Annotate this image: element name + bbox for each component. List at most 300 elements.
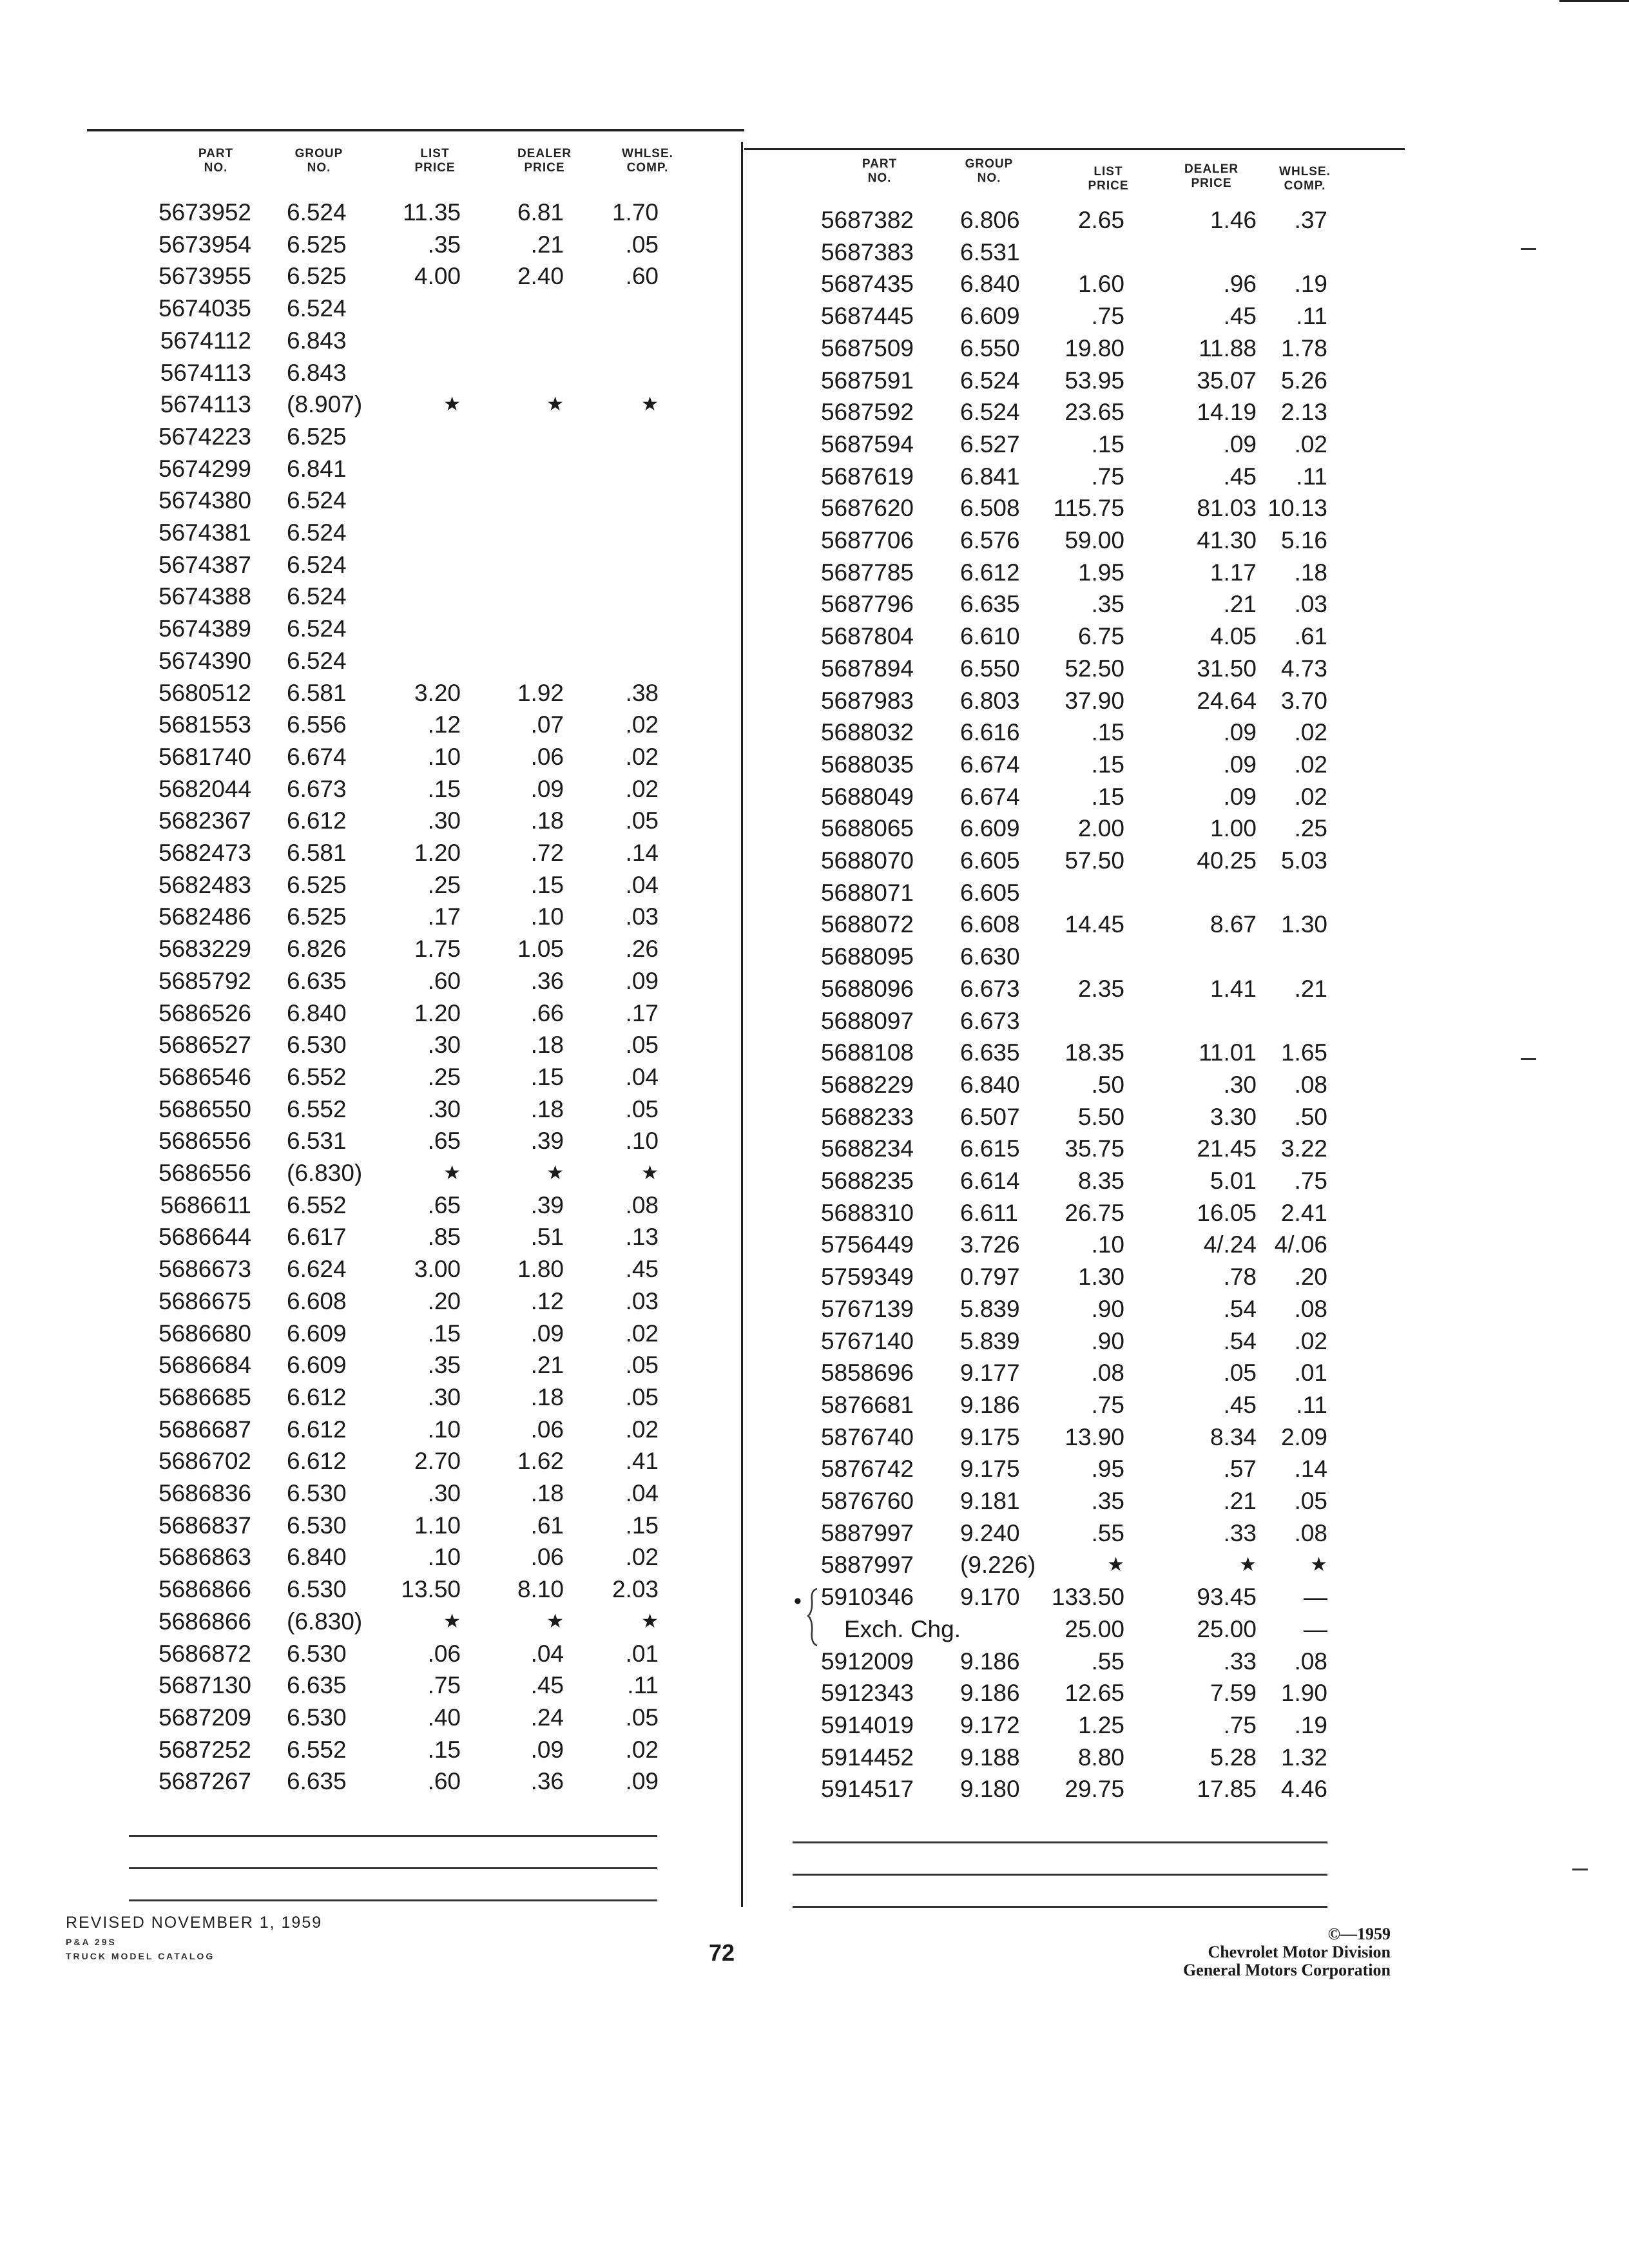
- cell-group: (6.830): [287, 1160, 363, 1186]
- cell-whlse: 2.09: [1280, 1423, 1327, 1450]
- table-row: [0, 1125, 741, 1157]
- cell-whlse: .14: [625, 840, 659, 866]
- cell-group: 6.612: [287, 1448, 347, 1475]
- cell-list: 1.95: [1077, 559, 1124, 586]
- bullet-marker: •: [794, 1589, 802, 1613]
- cell-dealer: ★: [1239, 1554, 1257, 1576]
- top-rule-right: [744, 148, 1405, 150]
- cell-part: 5674113: [160, 359, 251, 386]
- cell-whlse: .03: [1294, 591, 1327, 618]
- cell-group: 6.635: [287, 1672, 347, 1699]
- cell-list: 14.45: [1065, 911, 1124, 938]
- cell-group: 6.635: [287, 967, 347, 994]
- cell-list: .17: [427, 903, 461, 930]
- cell-list: .25: [427, 871, 461, 898]
- table-row: [741, 653, 1482, 685]
- table-row: [0, 453, 741, 485]
- cell-whlse: .05: [625, 1095, 659, 1122]
- cell-part: 5688229: [820, 1071, 914, 1098]
- cell-whlse: .09: [625, 967, 659, 994]
- table-row: [0, 1541, 741, 1573]
- cell-group: 6.525: [287, 903, 347, 930]
- copyright: ©—1959: [1327, 1925, 1391, 1943]
- cell-part: 5914019: [820, 1711, 914, 1738]
- cell-part: 5876742: [820, 1456, 914, 1483]
- table-row: [741, 973, 1482, 1005]
- cell-part: 5682486: [158, 903, 251, 930]
- cell-part: 5858696: [820, 1360, 914, 1387]
- table-row: [0, 837, 741, 869]
- catalog-name: TRUCK MODEL CATALOG: [66, 1951, 215, 1961]
- revised-date: REVISED NOVEMBER 1, 1959: [66, 1914, 323, 1932]
- cell-group: 6.841: [287, 455, 347, 482]
- cell-list: .35: [427, 231, 461, 258]
- cell-group: 9.175: [960, 1456, 1020, 1483]
- table-row: [741, 1549, 1482, 1581]
- cell-list: 13.90: [1065, 1423, 1124, 1450]
- cell-dealer: 93.45: [1197, 1584, 1257, 1611]
- cell-list: ★: [1107, 1554, 1124, 1576]
- cell-part: 5887997: [820, 1519, 914, 1546]
- table-row: [0, 1510, 741, 1542]
- cell-dealer: 1.05: [517, 936, 564, 963]
- cell-part: 5688035: [820, 751, 914, 778]
- cell-whlse: 5.03: [1280, 847, 1327, 874]
- cell-dealer: .39: [530, 1191, 564, 1218]
- cell-part: 5686550: [158, 1095, 251, 1122]
- cell-part: 5914517: [820, 1776, 914, 1803]
- table-row: [0, 1189, 741, 1222]
- cell-part: 5688065: [820, 815, 914, 842]
- table-row: [0, 325, 741, 357]
- bottom-rule-right-1: [793, 1841, 1327, 1843]
- cell-group: 6.843: [287, 327, 347, 354]
- table-row: [741, 492, 1482, 524]
- cell-whlse: .19: [1294, 1711, 1327, 1738]
- cell-part: 5912009: [820, 1648, 914, 1675]
- cell-dealer: .15: [530, 871, 564, 898]
- margin-tick: [1521, 248, 1536, 250]
- cell-part: 5673955: [158, 263, 251, 290]
- table-row: [741, 812, 1482, 845]
- cell-dealer: 5.28: [1210, 1744, 1257, 1771]
- cell-group: 6.609: [960, 303, 1020, 330]
- table-row: [0, 549, 741, 581]
- left-parts-table: [0, 197, 741, 1807]
- cell-part: 5687591: [820, 367, 914, 394]
- cell-whlse: 1.32: [1280, 1744, 1327, 1771]
- cell-whlse: .01: [1294, 1360, 1327, 1387]
- cell-part: 5687509: [820, 334, 914, 361]
- cell-dealer: .45: [1223, 303, 1257, 330]
- cell-group: 6.610: [960, 623, 1020, 650]
- table-row: [741, 332, 1482, 365]
- cell-group: 6.576: [960, 527, 1020, 553]
- cell-list: 52.50: [1065, 655, 1124, 682]
- cell-group: 6.612: [287, 1383, 347, 1410]
- cell-list: .65: [427, 1128, 461, 1155]
- bottom-rule-left-3: [129, 1899, 657, 1901]
- table-row: [741, 300, 1482, 332]
- cell-dealer: 4.05: [1210, 623, 1257, 650]
- cell-group: 6.617: [287, 1224, 347, 1251]
- cell-list: .15: [1091, 783, 1124, 810]
- cell-dealer: 21.45: [1197, 1135, 1257, 1162]
- cell-list: .20: [427, 1287, 461, 1314]
- cell-whlse: .11: [627, 1672, 659, 1699]
- cell-dealer: .21: [530, 1352, 564, 1379]
- cell-part: Exch. Chg.: [844, 1615, 961, 1642]
- cell-whlse: .05: [625, 1032, 659, 1059]
- cell-dealer: .09: [530, 775, 564, 802]
- cell-whlse: .08: [1294, 1519, 1327, 1546]
- cell-part: 5887997: [820, 1552, 914, 1579]
- table-row: [0, 741, 741, 773]
- cell-group: 6.525: [287, 871, 347, 898]
- table-row: [0, 933, 741, 965]
- cell-list: .15: [1091, 719, 1124, 746]
- cell-part: 5688032: [820, 719, 914, 746]
- cell-dealer: .54: [1223, 1327, 1257, 1354]
- cell-part: 5682044: [158, 775, 251, 802]
- cell-group: 6.605: [960, 847, 1020, 874]
- table-row: [741, 1005, 1482, 1037]
- table-row: [0, 1349, 741, 1381]
- cell-dealer: .57: [1223, 1456, 1257, 1483]
- cell-whlse: .13: [625, 1224, 659, 1251]
- cell-group: 5.839: [960, 1327, 1020, 1354]
- cell-part: 5876760: [820, 1488, 914, 1514]
- table-row: [741, 1357, 1482, 1389]
- cell-whlse: .08: [625, 1191, 659, 1218]
- cell-list: 2.70: [414, 1448, 461, 1475]
- cell-group: 0.797: [960, 1264, 1020, 1291]
- cell-group: 6.524: [287, 647, 347, 674]
- cell-dealer: .09: [530, 1736, 564, 1763]
- cell-group: 6.524: [287, 583, 347, 610]
- table-row: [0, 965, 741, 997]
- cell-whlse: .03: [625, 1287, 659, 1314]
- cell-part: 5687252: [158, 1736, 251, 1763]
- cell-group: 6.525: [287, 423, 347, 450]
- cell-group: 6.524: [287, 199, 347, 226]
- table-row: [0, 1734, 741, 1766]
- table-row: [0, 197, 741, 229]
- cell-list: 57.50: [1065, 847, 1124, 874]
- cell-group: 6.531: [287, 1128, 347, 1155]
- cell-group: 6.843: [287, 359, 347, 386]
- cell-list: .30: [427, 1095, 461, 1122]
- cell-list: .15: [427, 775, 461, 802]
- cell-dealer: .39: [530, 1128, 564, 1155]
- cell-part: 5912343: [820, 1680, 914, 1707]
- cell-list: .15: [1091, 751, 1124, 778]
- table-row: [0, 1477, 741, 1510]
- cell-whlse: .02: [1294, 719, 1327, 746]
- cell-dealer: .18: [530, 1032, 564, 1059]
- cell-group: 6.840: [960, 271, 1020, 298]
- cell-group: 6.673: [287, 775, 347, 802]
- cell-group: 6.674: [287, 743, 347, 770]
- cell-part: 5674223: [158, 423, 251, 450]
- cell-whlse: ★: [1310, 1554, 1327, 1576]
- cell-part: 5686675: [158, 1287, 251, 1314]
- cell-group: 6.552: [287, 1191, 347, 1218]
- cell-group: 6.530: [287, 1032, 347, 1059]
- cell-part: 5688071: [820, 879, 914, 906]
- cell-whlse: .05: [625, 1352, 659, 1379]
- cell-part: 5876740: [820, 1423, 914, 1450]
- cell-list: .15: [427, 1320, 461, 1347]
- cell-group: 6.611: [960, 1199, 1018, 1226]
- table-row: [741, 877, 1482, 909]
- cell-dealer: .45: [1223, 463, 1257, 490]
- cell-list: 2.00: [1077, 815, 1124, 842]
- table-row: [0, 805, 741, 837]
- cell-list: ★: [443, 1162, 461, 1184]
- cell-whlse: .08: [1294, 1648, 1327, 1675]
- cell-part: 5674113: [160, 391, 251, 418]
- cell-group: 6.612: [287, 807, 347, 834]
- cell-dealer: 8.67: [1210, 911, 1257, 938]
- header-dealer-price: DEALER PRICE: [1184, 162, 1239, 190]
- table-row: [741, 1325, 1482, 1358]
- cell-whlse: 2.41: [1280, 1199, 1327, 1226]
- cell-dealer: 3.30: [1210, 1103, 1257, 1130]
- cell-whlse: .37: [1294, 207, 1327, 233]
- cell-dealer: .07: [530, 711, 564, 738]
- margin-tick: [1572, 1869, 1588, 1870]
- cell-list: 3.20: [414, 679, 461, 706]
- cell-dealer: .09: [1223, 719, 1257, 746]
- cell-group: 9.186: [960, 1680, 1020, 1707]
- cell-list: .85: [427, 1224, 461, 1251]
- cell-list: .90: [1091, 1295, 1124, 1322]
- cell-whlse: .02: [625, 775, 659, 802]
- cell-part: 5688233: [820, 1103, 914, 1130]
- cell-group: 6.803: [960, 687, 1020, 714]
- brace-marker: [807, 1586, 816, 1648]
- cell-list: .75: [1091, 303, 1124, 330]
- cell-group: 6.630: [960, 943, 1020, 970]
- cell-part: 5687894: [820, 655, 914, 682]
- cell-list: 1.60: [1077, 271, 1124, 298]
- cell-whlse: .18: [1294, 559, 1327, 586]
- cell-group: 6.524: [287, 615, 347, 642]
- cell-list: 11.35: [403, 199, 461, 226]
- cell-group: 9.172: [960, 1711, 1020, 1738]
- cell-dealer: 5.01: [1210, 1168, 1257, 1194]
- cell-group: 6.524: [287, 551, 347, 578]
- cell-list: 2.35: [1077, 975, 1124, 1002]
- cell-group: 6.674: [960, 783, 1020, 810]
- cell-dealer: .21: [1223, 591, 1257, 618]
- cell-dealer: .18: [530, 1480, 564, 1506]
- cell-list: .15: [427, 1736, 461, 1763]
- cell-whlse: .09: [625, 1768, 659, 1795]
- cell-whlse: —: [1304, 1584, 1327, 1611]
- cell-dealer: .09: [530, 1320, 564, 1347]
- table-row: [0, 645, 741, 677]
- cell-part: 5687619: [820, 463, 914, 490]
- cell-list: 133.50: [1051, 1584, 1124, 1611]
- cell-part: 5683229: [158, 936, 251, 963]
- cell-dealer: .61: [530, 1512, 564, 1539]
- cell-dealer: 1.46: [1210, 207, 1257, 233]
- cell-dealer: 1.62: [517, 1448, 564, 1475]
- cell-list: ★: [443, 394, 461, 416]
- cell-whlse: .10: [625, 1128, 659, 1155]
- table-row: [0, 581, 741, 613]
- cell-list: 26.75: [1065, 1199, 1124, 1226]
- table-row: [741, 1261, 1482, 1293]
- cell-group: 6.615: [960, 1135, 1020, 1162]
- cell-group: 6.612: [287, 1416, 347, 1443]
- cell-whlse: .17: [625, 999, 659, 1026]
- cell-whlse: .61: [1294, 623, 1327, 650]
- cell-dealer: 41.30: [1197, 527, 1257, 553]
- table-row: [0, 1638, 741, 1670]
- cell-part: 5687796: [820, 591, 914, 618]
- cell-dealer: .24: [530, 1704, 564, 1731]
- cell-part: 5688095: [820, 943, 914, 970]
- cell-list: 1.20: [414, 999, 461, 1026]
- table-row: [741, 1389, 1482, 1421]
- table-row: [741, 204, 1482, 236]
- cell-part: 5687130: [158, 1672, 251, 1699]
- cell-whlse: 1.65: [1280, 1039, 1327, 1066]
- table-row: [0, 773, 741, 805]
- cell-whlse: .05: [625, 1704, 659, 1731]
- cell-list: .35: [427, 1352, 461, 1379]
- cell-dealer: .09: [1223, 751, 1257, 778]
- cell-part: 5688072: [820, 911, 914, 938]
- table-row: [0, 1606, 741, 1638]
- cell-dealer: .54: [1223, 1295, 1257, 1322]
- cell-whlse: 5.16: [1280, 527, 1327, 553]
- cell-group: 9.240: [960, 1519, 1020, 1546]
- cell-part: 5686687: [158, 1416, 251, 1443]
- cell-part: 5688096: [820, 975, 914, 1002]
- cell-whlse: .02: [625, 1544, 659, 1571]
- table-row: [0, 229, 741, 261]
- cell-list: 1.30: [1077, 1264, 1124, 1291]
- table-row: [0, 1029, 741, 1061]
- cell-part: 5910346: [820, 1584, 914, 1611]
- cell-part: 5674389: [158, 615, 251, 642]
- cell-list: .10: [427, 1544, 461, 1571]
- cell-group: 6.635: [960, 591, 1020, 618]
- table-row: [741, 365, 1482, 397]
- cell-list: 8.35: [1077, 1168, 1124, 1194]
- cell-part: 5686526: [158, 999, 251, 1026]
- cell-list: 1.10: [414, 1512, 461, 1539]
- cell-group: 6.550: [960, 655, 1020, 682]
- table-row: [741, 1581, 1482, 1613]
- cell-part: 5682473: [158, 840, 251, 866]
- cell-list: .10: [427, 743, 461, 770]
- cell-list: .55: [1091, 1519, 1124, 1546]
- cell-whlse: 2.13: [1280, 399, 1327, 426]
- table-row: [741, 588, 1482, 620]
- table-row: [0, 1061, 741, 1093]
- cell-part: 5686863: [158, 1544, 251, 1571]
- cell-group: 6.524: [287, 295, 347, 322]
- cell-group: 6.556: [287, 711, 347, 738]
- table-row: [0, 677, 741, 709]
- cell-dealer: .06: [530, 1416, 564, 1443]
- cell-list: .65: [427, 1191, 461, 1218]
- table-row: [0, 260, 741, 293]
- cell-dealer: 1.17: [1210, 559, 1257, 586]
- cell-dealer: 31.50: [1197, 655, 1257, 682]
- cell-part: 5687383: [820, 238, 914, 265]
- cell-part: 5686546: [158, 1063, 251, 1090]
- cell-part: 5687785: [820, 559, 914, 586]
- cell-dealer: .18: [530, 807, 564, 834]
- cell-whlse: 3.70: [1280, 687, 1327, 714]
- table-row: [741, 781, 1482, 813]
- cell-dealer: 6.81: [517, 199, 564, 226]
- table-row: [741, 1197, 1482, 1229]
- table-row: [741, 1453, 1482, 1485]
- cell-group: 5.839: [960, 1295, 1020, 1322]
- cell-group: 6.635: [960, 1039, 1020, 1066]
- cell-group: 6.530: [287, 1512, 347, 1539]
- cell-whlse: .75: [1294, 1168, 1327, 1194]
- cell-dealer: 16.05: [1197, 1199, 1257, 1226]
- table-row: [741, 1037, 1482, 1069]
- cell-list: .75: [1091, 463, 1124, 490]
- cell-part: 5686673: [158, 1256, 251, 1283]
- cell-whlse: 1.70: [612, 199, 659, 226]
- right-parts-table: [741, 204, 1482, 1815]
- table-row: [741, 428, 1482, 461]
- cell-part: 5914452: [820, 1744, 914, 1771]
- cell-group: 9.181: [960, 1488, 1020, 1514]
- cell-list: 53.95: [1065, 367, 1124, 394]
- cell-part: 5767140: [820, 1327, 914, 1354]
- cell-part: 5686837: [158, 1512, 251, 1539]
- cell-whlse: .20: [1294, 1264, 1327, 1291]
- cell-dealer: 17.85: [1197, 1776, 1257, 1803]
- table-row: [741, 268, 1482, 300]
- cell-part: 5686684: [158, 1352, 251, 1379]
- cell-group: 6.525: [287, 263, 347, 290]
- table-row: [0, 1157, 741, 1189]
- cell-list: 13.50: [401, 1576, 461, 1603]
- table-row: [741, 461, 1482, 493]
- table-row: [0, 1573, 741, 1606]
- footer-right: [1183, 1925, 1391, 1979]
- cell-group: (6.830): [287, 1608, 363, 1635]
- bottom-rule-right-3: [793, 1906, 1327, 1908]
- cell-dealer: ★: [546, 394, 564, 416]
- cell-dealer: 25.00: [1197, 1615, 1257, 1642]
- header-part-no: PART NO.: [198, 147, 234, 175]
- cell-group: 6.507: [960, 1103, 1020, 1130]
- cell-list: 1.75: [414, 936, 461, 963]
- cell-whlse: .05: [625, 231, 659, 258]
- footer-left: [66, 1914, 322, 1963]
- table-row: [0, 1414, 741, 1446]
- cell-group: 6.826: [287, 936, 347, 963]
- cell-dealer: 2.40: [517, 263, 564, 290]
- cell-list: .15: [1091, 430, 1124, 457]
- cell-part: 5688235: [820, 1168, 914, 1194]
- cell-list: .75: [427, 1672, 461, 1699]
- table-row: [0, 1669, 741, 1702]
